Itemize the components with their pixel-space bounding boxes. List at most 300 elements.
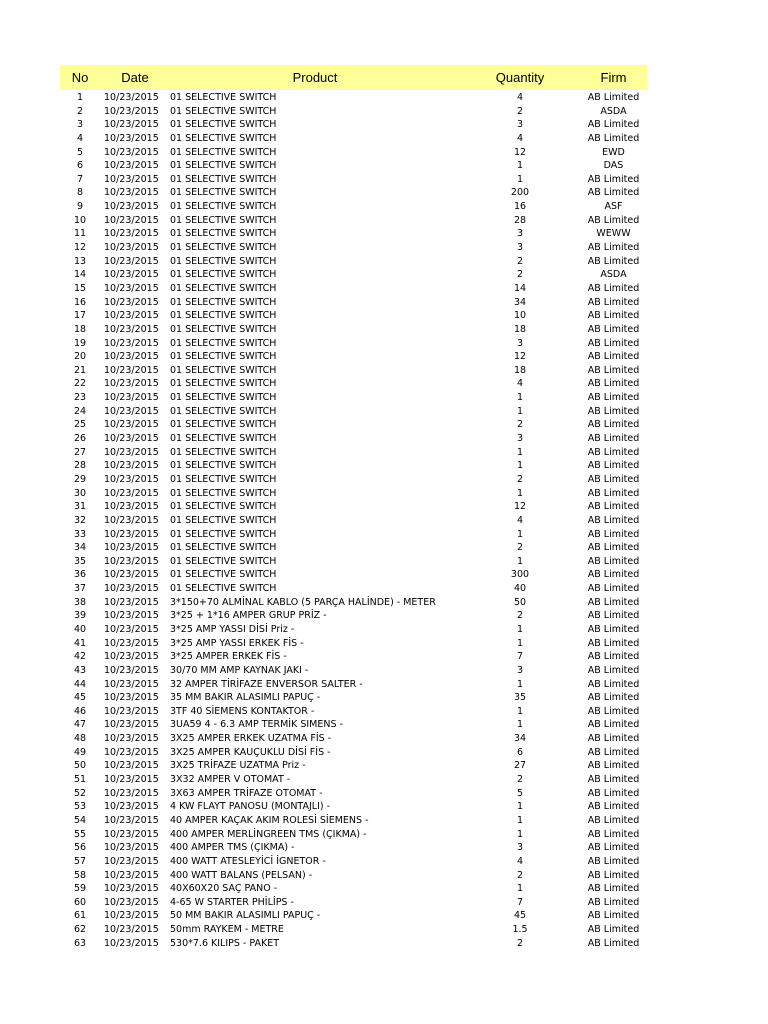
row-quantity: 3 [516,228,524,240]
row-firm: AB Limited [587,187,640,199]
row-product: 01 SELECTIVE SWITCH [170,583,277,595]
table-row [60,882,647,896]
row-firm: AB Limited [587,419,640,431]
row-quantity: 12 [513,351,527,363]
row-quantity: 1 [516,446,524,458]
row-firm: AB Limited [587,255,640,267]
row-product: 3X25 AMPER KAUÇUKLU DİSİ FİS - [170,746,331,758]
row-product: 01 SELECTIVE SWITCH [170,296,277,308]
table-row [60,691,647,705]
table-row [60,787,647,801]
row-product: 01 SELECTIVE SWITCH [170,173,277,185]
row-no: 30 [73,487,87,499]
row-firm: AB Limited [587,733,640,745]
row-product: 3*25 AMP YASSI ERKEK FİS - [170,637,304,649]
table-row [60,405,647,419]
row-firm: AB Limited [587,828,640,840]
row-date: 10/23/2015 [104,733,159,745]
row-date: 10/23/2015 [104,814,159,826]
row-date: 10/23/2015 [104,896,159,908]
row-no: 45 [73,692,87,704]
table-row [60,609,647,623]
row-firm: AB Limited [587,678,640,690]
row-no: 16 [73,296,87,308]
row-firm: AB Limited [587,623,640,635]
row-date: 10/23/2015 [104,828,159,840]
table-row [60,909,647,923]
row-product: 400 AMPER TMS (ÇIKMA) - [170,842,295,854]
row-no: 13 [73,255,87,267]
row-firm: AB Limited [587,214,640,226]
row-quantity: 10 [513,310,527,322]
row-quantity: 2 [516,473,524,485]
row-date: 10/23/2015 [104,937,159,949]
row-quantity: 35 [513,692,527,704]
row-firm: AB Limited [587,282,640,294]
row-product: 01 SELECTIVE SWITCH [170,146,277,158]
row-firm: AB Limited [587,119,640,131]
row-product: 01 SELECTIVE SWITCH [170,460,277,472]
row-date: 10/23/2015 [104,242,159,254]
row-date: 10/23/2015 [104,173,159,185]
row-firm: AB Limited [587,774,640,786]
row-no: 32 [73,514,87,526]
table-row [60,487,647,501]
table-row [60,323,647,337]
row-date: 10/23/2015 [104,433,159,445]
row-date: 10/23/2015 [104,719,159,731]
row-quantity: 45 [513,910,527,922]
table-row [60,91,647,105]
row-product: 3TF 40 SİEMENS KONTAKTOR - [170,705,315,717]
row-date: 10/23/2015 [104,583,159,595]
table-row [60,869,647,883]
row-no: 27 [73,446,87,458]
header-quantity: Quantity [495,70,545,85]
header-product: Product [292,70,338,85]
row-quantity: 3 [516,337,524,349]
row-date: 10/23/2015 [104,637,159,649]
row-no: 11 [73,228,87,240]
row-firm: AB Limited [587,801,640,813]
row-no: 51 [73,774,87,786]
row-firm: AB Limited [587,692,640,704]
row-quantity: 1 [516,160,524,172]
row-quantity: 3 [516,842,524,854]
row-quantity: 6 [516,746,524,758]
table-row [60,391,647,405]
row-product: 01 SELECTIVE SWITCH [170,514,277,526]
row-no: 61 [73,910,87,922]
table-row [60,296,647,310]
row-no: 55 [73,828,87,840]
row-date: 10/23/2015 [104,392,159,404]
row-firm: AB Limited [587,392,640,404]
row-firm: AB Limited [587,132,640,144]
row-no: 10 [73,214,87,226]
row-firm: EWD [602,146,625,158]
row-date: 10/23/2015 [104,555,159,567]
row-product: 3*150+70 ALMİNAL KABLO (5 PARÇA HALİNDE) - METER [170,596,436,608]
table-row [60,118,647,132]
row-date: 10/23/2015 [104,692,159,704]
row-date: 10/23/2015 [104,337,159,349]
row-no: 39 [73,610,87,622]
row-firm: AB Limited [587,337,640,349]
header-no: No [71,70,89,85]
row-product: 01 SELECTIVE SWITCH [170,446,277,458]
row-quantity: 14 [513,282,527,294]
row-product: 3X25 AMPER ERKEK UZATMA FİS - [170,733,332,745]
row-date: 10/23/2015 [104,201,159,213]
table-row [60,227,647,241]
header-firm: Firm [600,70,627,85]
table-row [60,241,647,255]
row-no: 54 [73,814,87,826]
row-no: 34 [73,542,87,554]
table-row [60,896,647,910]
row-date: 10/23/2015 [104,351,159,363]
row-no: 58 [73,869,87,881]
row-date: 10/23/2015 [104,746,159,758]
row-product: 01 SELECTIVE SWITCH [170,473,277,485]
row-date: 10/23/2015 [104,678,159,690]
row-quantity: 1 [516,623,524,635]
row-quantity: 1 [516,719,524,731]
row-firm: AB Limited [587,473,640,485]
row-no: 26 [73,433,87,445]
row-quantity: 1 [516,487,524,499]
row-firm: AB Limited [587,910,640,922]
row-date: 10/23/2015 [104,419,159,431]
table-body [60,91,647,950]
row-product: 400 WATT ATESLEYİCİ İGNETOR - [170,855,326,867]
table-row [60,214,647,228]
row-quantity: 1 [516,883,524,895]
row-date: 10/23/2015 [104,282,159,294]
row-firm: AB Limited [587,378,640,390]
row-no: 49 [73,746,87,758]
row-product: 01 SELECTIVE SWITCH [170,119,277,131]
row-product: 01 SELECTIVE SWITCH [170,228,277,240]
table-row [60,841,647,855]
row-no: 60 [73,896,87,908]
row-no: 31 [73,501,87,513]
table-row [60,582,647,596]
row-no: 29 [73,473,87,485]
row-product: 400 AMPER MERLİNGREEN TMS (ÇIKMA) - [170,828,367,840]
row-quantity: 1 [516,814,524,826]
row-no: 5 [76,146,84,158]
row-quantity: 2 [516,269,524,281]
row-date: 10/23/2015 [104,883,159,895]
row-no: 24 [73,405,87,417]
row-product: 01 SELECTIVE SWITCH [170,405,277,417]
row-product: 35 MM BAKIR ALASIMLI PAPUÇ - [170,692,321,704]
row-product: 40 AMPER KAÇAK AKIM ROLESİ SİEMENS - [170,814,369,826]
row-product: 01 SELECTIVE SWITCH [170,433,277,445]
row-quantity: 300 [510,569,530,581]
row-no: 20 [73,351,87,363]
row-date: 10/23/2015 [104,542,159,554]
row-date: 10/23/2015 [104,774,159,786]
row-firm: DAS [603,160,624,172]
table-row [60,637,647,651]
table-row [60,541,647,555]
row-product: 01 SELECTIVE SWITCH [170,269,277,281]
table-row [60,814,647,828]
row-firm: AB Limited [587,542,640,554]
row-product: 4-65 W STARTER PHİLİPS - [170,896,294,908]
row-firm: AB Limited [587,514,640,526]
table-row [60,337,647,351]
row-quantity: 2 [516,419,524,431]
row-product: 01 SELECTIVE SWITCH [170,132,277,144]
table-row [60,623,647,637]
row-no: 15 [73,282,87,294]
row-date: 10/23/2015 [104,664,159,676]
table-row [60,855,647,869]
row-date: 10/23/2015 [104,146,159,158]
row-no: 53 [73,801,87,813]
row-date: 10/23/2015 [104,623,159,635]
row-no: 43 [73,664,87,676]
row-firm: AB Limited [587,664,640,676]
row-product: 01 SELECTIVE SWITCH [170,214,277,226]
row-firm: AB Limited [587,487,640,499]
row-product: 01 SELECTIVE SWITCH [170,187,277,199]
row-quantity: 4 [516,855,524,867]
row-no: 41 [73,637,87,649]
row-date: 10/23/2015 [104,214,159,226]
table-row [60,309,647,323]
row-firm: AB Limited [587,896,640,908]
row-product: 01 SELECTIVE SWITCH [170,487,277,499]
row-firm: AB Limited [587,569,640,581]
row-no: 2 [76,105,84,117]
table-row [60,650,647,664]
row-product: 32 AMPER TİRİFAZE ENVERSOR SALTER - [170,678,363,690]
table-row [60,800,647,814]
row-quantity: 2 [516,255,524,267]
row-quantity: 7 [516,896,524,908]
row-quantity: 2 [516,869,524,881]
row-product: 01 SELECTIVE SWITCH [170,378,277,390]
row-quantity: 1 [516,555,524,567]
table-row [60,568,647,582]
row-firm: AB Limited [587,651,640,663]
row-firm: AB Limited [587,719,640,731]
row-quantity: 200 [510,187,530,199]
row-firm: AB Limited [587,787,640,799]
row-firm: AB Limited [587,173,640,185]
row-firm: AB Limited [587,460,640,472]
row-firm: AB Limited [587,296,640,308]
row-firm: AB Limited [587,937,640,949]
row-product: 50 MM BAKIR ALASIMLI PAPUÇ - [170,910,321,922]
row-no: 46 [73,705,87,717]
row-quantity: 12 [513,146,527,158]
table-row [60,473,647,487]
row-quantity: 4 [516,378,524,390]
row-no: 63 [73,937,87,949]
row-no: 48 [73,733,87,745]
row-no: 3 [76,119,84,131]
row-quantity: 1 [516,528,524,540]
row-no: 38 [73,596,87,608]
row-quantity: 1 [516,705,524,717]
row-date: 10/23/2015 [104,487,159,499]
row-quantity: 1.5 [512,924,528,936]
row-no: 8 [76,187,84,199]
row-no: 28 [73,460,87,472]
row-quantity: 12 [513,501,527,513]
row-no: 57 [73,855,87,867]
row-date: 10/23/2015 [104,501,159,513]
row-firm: ASF [604,201,623,213]
header-date: Date [121,70,149,85]
row-no: 21 [73,364,87,376]
row-quantity: 1 [516,828,524,840]
row-date: 10/23/2015 [104,924,159,936]
row-no: 7 [76,173,84,185]
table-row [60,759,647,773]
table-row [60,514,647,528]
table-row [60,773,647,787]
row-date: 10/23/2015 [104,378,159,390]
table-row [60,923,647,937]
row-date: 10/23/2015 [104,514,159,526]
header-row [60,65,647,90]
row-date: 10/23/2015 [104,160,159,172]
row-product: 01 SELECTIVE SWITCH [170,105,277,117]
table-row [60,432,647,446]
row-product: 3X32 AMPER V OTOMAT - [170,774,291,786]
table-row [60,500,647,514]
row-product: 01 SELECTIVE SWITCH [170,555,277,567]
row-date: 10/23/2015 [104,842,159,854]
row-product: 01 SELECTIVE SWITCH [170,501,277,513]
row-quantity: 1 [516,392,524,404]
row-product: 01 SELECTIVE SWITCH [170,542,277,554]
row-quantity: 16 [513,201,527,213]
row-firm: AB Limited [587,814,640,826]
row-quantity: 34 [513,733,527,745]
row-product: 01 SELECTIVE SWITCH [170,201,277,213]
row-firm: AB Limited [587,637,640,649]
row-quantity: 1 [516,460,524,472]
row-no: 35 [73,555,87,567]
row-date: 10/23/2015 [104,92,159,103]
row-quantity: 1 [516,801,524,813]
row-firm: ASDA [600,105,627,117]
table-row [60,105,647,119]
row-quantity: 1 [516,637,524,649]
row-quantity: 3 [516,119,524,131]
table-row [60,746,647,760]
row-product: 01 SELECTIVE SWITCH [170,528,277,540]
row-quantity: 2 [516,774,524,786]
row-no: 50 [73,760,87,772]
row-firm: AB Limited [587,446,640,458]
row-date: 10/23/2015 [104,364,159,376]
table-row [60,828,647,842]
row-product: 01 SELECTIVE SWITCH [170,310,277,322]
table-row [60,268,647,282]
row-firm: AB Limited [587,869,640,881]
row-product: 01 SELECTIVE SWITCH [170,92,277,103]
row-product: 3UA59 4 - 6.3 AMP TERMİK SIMENS - [170,719,343,731]
row-firm: AB Limited [587,924,640,936]
row-no: 59 [73,883,87,895]
row-no: 22 [73,378,87,390]
row-firm: AB Limited [587,528,640,540]
row-quantity: 27 [513,760,527,772]
row-no: 25 [73,419,87,431]
row-quantity: 3 [516,433,524,445]
row-quantity: 34 [513,296,527,308]
row-no: 12 [73,242,87,254]
table-row [60,377,647,391]
table-row [60,678,647,692]
row-product: 01 SELECTIVE SWITCH [170,323,277,335]
table-row [60,555,647,569]
row-no: 56 [73,842,87,854]
row-firm: AB Limited [587,351,640,363]
row-date: 10/23/2015 [104,323,159,335]
row-date: 10/23/2015 [104,473,159,485]
row-product: 01 SELECTIVE SWITCH [170,364,277,376]
table-row [60,159,647,173]
row-quantity: 2 [516,542,524,554]
row-date: 10/23/2015 [104,310,159,322]
row-firm: AB Limited [587,883,640,895]
row-date: 10/23/2015 [104,610,159,622]
row-product: 01 SELECTIVE SWITCH [170,337,277,349]
row-product: 50mm RAYKEM - METRE [170,924,284,936]
row-product: 01 SELECTIVE SWITCH [170,569,277,581]
row-quantity: 50 [513,596,527,608]
row-firm: ASDA [600,269,627,281]
row-quantity: 1 [516,173,524,185]
row-product: 40X60X20 SAÇ PANO - [170,883,278,895]
row-date: 10/23/2015 [104,405,159,417]
table-row [60,350,647,364]
table-row [60,255,647,269]
table-row [60,282,647,296]
row-product: 01 SELECTIVE SWITCH [170,392,277,404]
table-row [60,528,647,542]
row-product: 3*25 + 1*16 AMPER GRUP PRİZ - [170,610,327,622]
table-row [60,705,647,719]
row-date: 10/23/2015 [104,255,159,267]
row-date: 10/23/2015 [104,446,159,458]
table-row [60,418,647,432]
row-date: 10/23/2015 [104,269,159,281]
row-quantity: 4 [516,132,524,144]
row-product: 01 SELECTIVE SWITCH [170,255,277,267]
table-row [60,146,647,160]
row-quantity: 18 [513,323,527,335]
row-date: 10/23/2015 [104,787,159,799]
row-no: 1 [76,92,84,103]
row-date: 10/23/2015 [104,528,159,540]
row-firm: AB Limited [587,242,640,254]
row-firm: AB Limited [587,310,640,322]
row-product: 01 SELECTIVE SWITCH [170,351,277,363]
row-firm: AB Limited [587,555,640,567]
row-date: 10/23/2015 [104,705,159,717]
